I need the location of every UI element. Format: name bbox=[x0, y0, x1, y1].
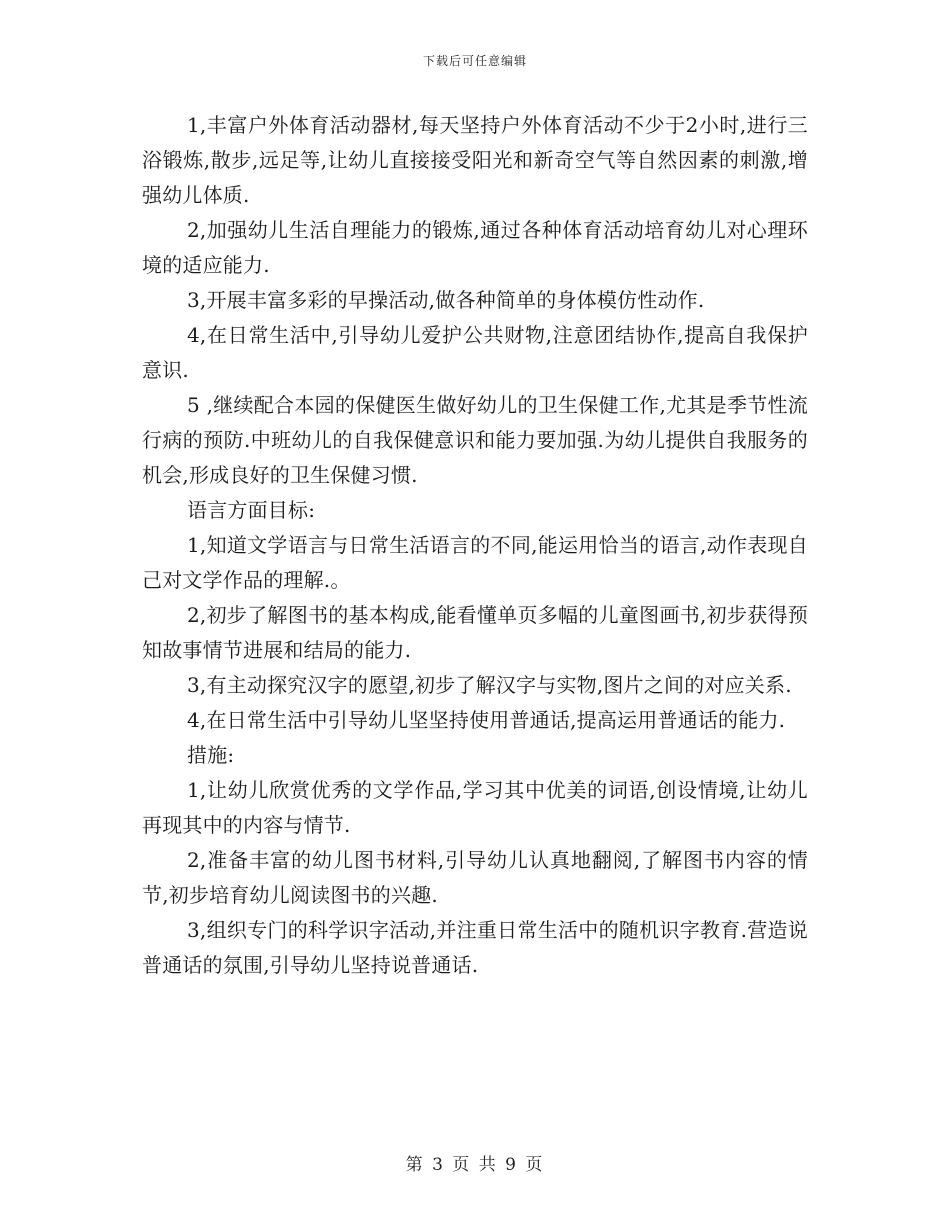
paragraph: 4,在日常生活中引导幼儿坚坚持使用普通话,提高运用普通话的能力. bbox=[187, 708, 786, 732]
paragraph: 2,加强幼儿生活自理能力的锻炼,通过各种体育活动培育幼儿对心理环境的适应能力. bbox=[142, 218, 808, 277]
page-header: 下载后可任意编辑 bbox=[422, 54, 527, 68]
paragraph: 2,初步了解图书的基本构成,能看懂单页多幅的儿童图画书,初步获得预知故事情节进展和结局的能力. bbox=[142, 603, 808, 662]
paragraph: 5 ,继续配合本园的保健医生做好幼儿的卫生保健工作,尤其是季节性流行病的预防.中班幼儿的自我保健意识和能力要加强.为幼儿提供自我服务的机会,形成良好的卫生保健习惯. bbox=[142, 393, 808, 487]
paragraph: 1,让幼儿欣赏优秀的文学作品,学习其中优美的词语,创设情境,让幼儿再现其中的内容与情节. bbox=[142, 778, 808, 837]
paragraph: 1,丰富户外体育活动器材,每天坚持户外体育活动不少于2小时,进行三浴锻炼,散步,远足等,让幼儿直接接受阳光和新奇空气等自然因素的刺激,增强幼儿体质. bbox=[142, 113, 808, 207]
page-number-footer: 第 3 页 共 9 页 bbox=[405, 1155, 545, 1175]
paragraph: 4,在日常生活中,引导幼儿爱护公共财物,注意团结协作,提高自我保护意识. bbox=[142, 323, 808, 382]
section-heading-language-goals: 语言方面目标: bbox=[187, 498, 316, 522]
paragraph: 2,准备丰富的幼儿图书材料,引导幼儿认真地翻阅,了解图书内容的情节,初步培育幼儿阅读图书的兴趣. bbox=[142, 848, 808, 907]
paragraph: 3,有主动探究汉字的愿望,初步了解汉字与实物,图片之间的对应关系. bbox=[187, 673, 792, 697]
paragraph: 3,组织专门的科学识字活动,并注重日常生活中的随机识字教育.营造说普通话的氛围,引导幼儿坚持说普通话. bbox=[142, 918, 808, 977]
section-heading-measures: 措施: bbox=[187, 743, 235, 767]
paragraph: 3,开展丰富多彩的早操活动,做各种简单的身体模仿性动作. bbox=[187, 288, 705, 312]
paragraph: 1,知道文学语言与日常生活语言的不同,能运用恰当的语言,动作表现自己对文学作品的理解.。 bbox=[142, 533, 808, 592]
document-body bbox=[142, 108, 808, 983]
